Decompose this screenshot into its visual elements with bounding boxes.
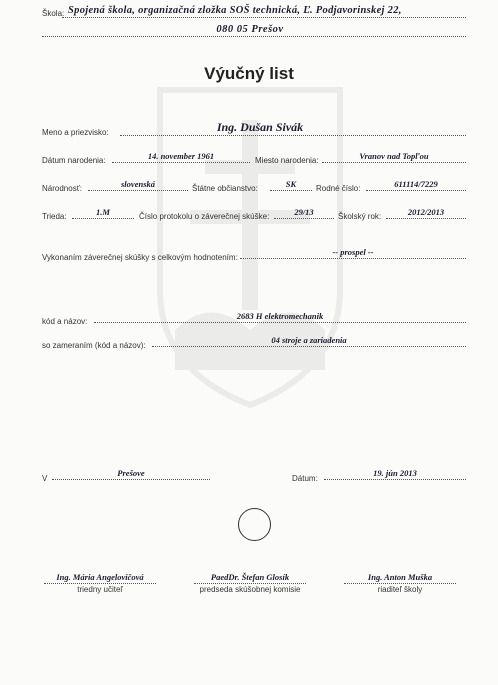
school-line2 — [42, 36, 466, 37]
protocol-value: 29/13 — [294, 207, 314, 217]
signature-teacher-role: triedny učiteľ — [77, 585, 123, 594]
citizenship-line — [270, 190, 312, 191]
citizenship-value: SK — [285, 179, 297, 189]
signature-director-role: riaditeľ školy — [377, 585, 423, 594]
result-line — [240, 258, 466, 259]
program-focus-label: so zameraním (kód a názov): — [42, 341, 146, 350]
birth-number-value: 611114/7229 — [394, 179, 438, 189]
protocol-label: Číslo protokolu o záverečnej skúške: — [139, 212, 270, 221]
class-label: Trieda: — [42, 212, 67, 221]
program-focus-value: 04 stroje a zariadenia — [271, 335, 347, 345]
birth-place-line — [322, 162, 466, 163]
birth-place-label: Miesto narodenia: — [255, 156, 319, 165]
place-line — [52, 479, 210, 480]
signature-director-name: Ing. Anton Muška — [367, 572, 433, 582]
birth-date-value: 14. november 1961 — [147, 151, 215, 161]
name-label: Meno a priezvisko: — [42, 128, 109, 137]
birth-number-label: Rodné číslo: — [316, 184, 361, 193]
result-label: Vykonaním záverečnej skúšky s celkovým hodnotením: — [42, 253, 238, 262]
program-code-value: 2683 H elektromechanik — [236, 311, 324, 321]
result-value: -- prospel -- — [332, 247, 374, 257]
birth-date-line — [112, 162, 250, 163]
place-value: Prešove — [117, 468, 145, 478]
school-label: Škola: — [42, 9, 65, 18]
program-code-label: kód a názov: — [42, 317, 88, 326]
signature-chair-line — [194, 583, 306, 584]
class-value: 1.M — [96, 207, 110, 217]
protocol-line — [274, 218, 334, 219]
signature-director-line — [344, 583, 456, 584]
place-label: V — [42, 474, 48, 483]
school-line1 — [62, 17, 466, 18]
school-year-label: Školský rok: — [338, 212, 382, 221]
school-year-line — [386, 218, 466, 219]
school-name-line2: 080 05 Prešov — [216, 24, 284, 35]
program-code-line — [94, 322, 466, 323]
signature-teacher-name: Ing. Mária Angelovičová — [56, 572, 144, 582]
nationality-line — [88, 190, 188, 191]
page-title: Výučný list — [204, 64, 294, 83]
name-value: Ing. Dušan Sivák — [216, 120, 304, 134]
nationality-value: slovenská — [121, 179, 155, 189]
name-line — [120, 135, 466, 136]
signature-chair-role: predseda skúšobnej komisie — [199, 585, 301, 594]
date-value: 19. jún 2013 — [373, 468, 417, 478]
birth-number-line — [366, 190, 466, 191]
signature-teacher-line — [44, 583, 156, 584]
class-line — [72, 218, 134, 219]
program-focus-line — [152, 346, 466, 347]
date-label: Dátum: — [292, 474, 318, 483]
school-name-line1: Spojená škola, organizačná zložka SOŠ technická, Ľ. Podjavorinskej 22, — [68, 5, 402, 16]
school-year-value: 2012/2013 — [407, 207, 445, 217]
date-line — [324, 479, 466, 480]
citizenship-label: Štátne občianstvo: — [192, 184, 258, 193]
birth-place-value: Vranov nad Topľou — [359, 151, 429, 161]
nationality-label: Národnosť: — [42, 184, 82, 193]
signature-chair-name: PaedDr. Štefan Glosík — [210, 572, 290, 582]
round-seal-icon — [238, 508, 271, 541]
birth-date-label: Dátum narodenia: — [42, 156, 106, 165]
